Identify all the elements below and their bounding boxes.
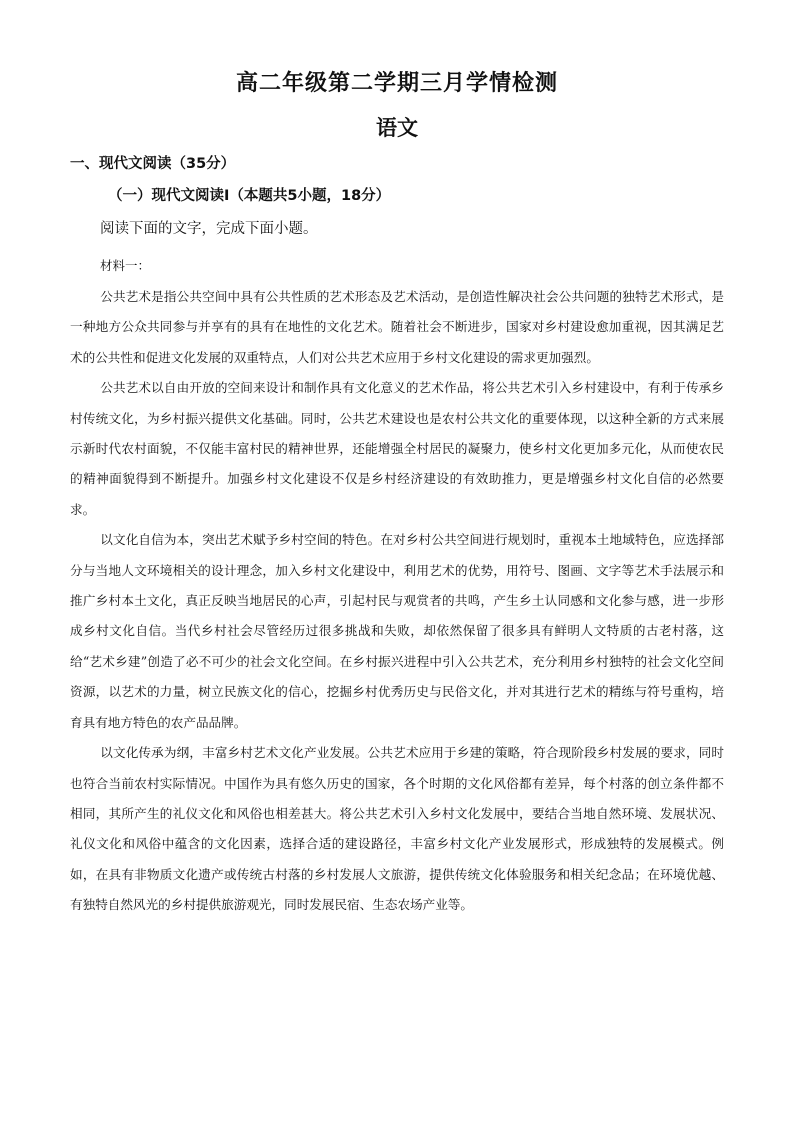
material-label: 材料一： [100, 258, 151, 273]
passage-body [70, 282, 724, 921]
paragraph-4: 以文化传承为纲，丰富乡村艺术文化产业发展。公共艺术应用于乡建的策略，符合现阶段乡村发展的要求，同时也符合当前农村实际情况。中国作为具有悠久历史的国家，各个时期的文化风俗都有差异，每个村落的创立条件都不相同，其所产生的礼仪文化和风俗也相差甚大。将公共艺术引入乡村文化发展中，要结合当地自然环境、发展状况、礼仪文化和风俗中蕴含的文化因素，选择合适的建设路径，丰富乡村文化产业发展形式，形成独特的发展模式。例如，在具有非物质文化遗产或传统古村落的乡村发展人文旅游，提供传统文化体验服务和相关纪念品；在环境优越、有独特自然风光的乡村提供旅游观光，同时发展民宿、生态农场产业等。 [70, 745, 724, 913]
section-heading: 一、现代文阅读（35分） [70, 156, 236, 172]
paragraph-1: 公共艺术是指公共空间中具有公共性质的艺术形态及艺术活动，是创造性解决社会公共问题的独特艺术形式，是一种地方公众共同参与并享有的具有在地性的文化艺术。随着社会不断进步，国家对乡村建设愈加重视，因其满足艺术的公共性和促进文化发展的双重特点，人们对公共艺术应用于乡村文化建设的需求更加强烈。 [70, 289, 724, 365]
paragraph-2: 公共艺术以自由开放的空间来设计和制作具有文化意义的艺术作品，将公共艺术引入乡村建设中，有利于传承乡村传统文化，为乡村振兴提供文化基础。同时，公共艺术建设也是农村公共文化的重要体现，以这种全新的方式来展示新时代农村面貌，不仅能丰富村民的精神世界，还能增强全村居民的凝聚力，使乡村文化更加多元化，从而使农民的精神面貌得到不断提升。加强乡村文化建设不仅是乡村经济建设的有效助推力，更是增强乡村文化自信的必然要求。 [70, 380, 724, 517]
subject-heading: 语文 [376, 115, 418, 140]
exam-title: 高二年级第二学期三月学情检测 [235, 70, 558, 96]
reading-instruction: 阅读下面的文字，完成下面小题。 [100, 221, 318, 237]
subsection-heading: （一）现代文阅读Ⅰ（本题共5小题，18分） [108, 188, 391, 204]
paragraph-3: 以文化自信为本，突出艺术赋予乡村空间的特色。在对乡村公共空间进行规划时，重视本土地域特色，应选择部分与当地人文环境相关的设计理念，加入乡村文化建设中，利用艺术的优势，用符号、图画、文字等艺术手法展示和推广乡村本土文化，真正反映当地居民的心声，引起村民与观赏者的共鸣，产生乡土认同感和文化参与感，进一步形成乡村文化自信。当代乡村社会尽管经历过很多挑战和失败，却依然保留了很多具有鲜明人文特质的古老村落，这给“艺术乡建”创造了必不可少的社会文化空间。在乡村振兴进程中引入公共艺术，充分利用乡村独特的社会文化空间资源，以艺术的力量，树立民族文化的信心，挖掘乡村优秀历史与民俗文化，并对其进行艺术的精练与符号重构，培育具有地方特色的农产品品牌。 [70, 532, 724, 730]
